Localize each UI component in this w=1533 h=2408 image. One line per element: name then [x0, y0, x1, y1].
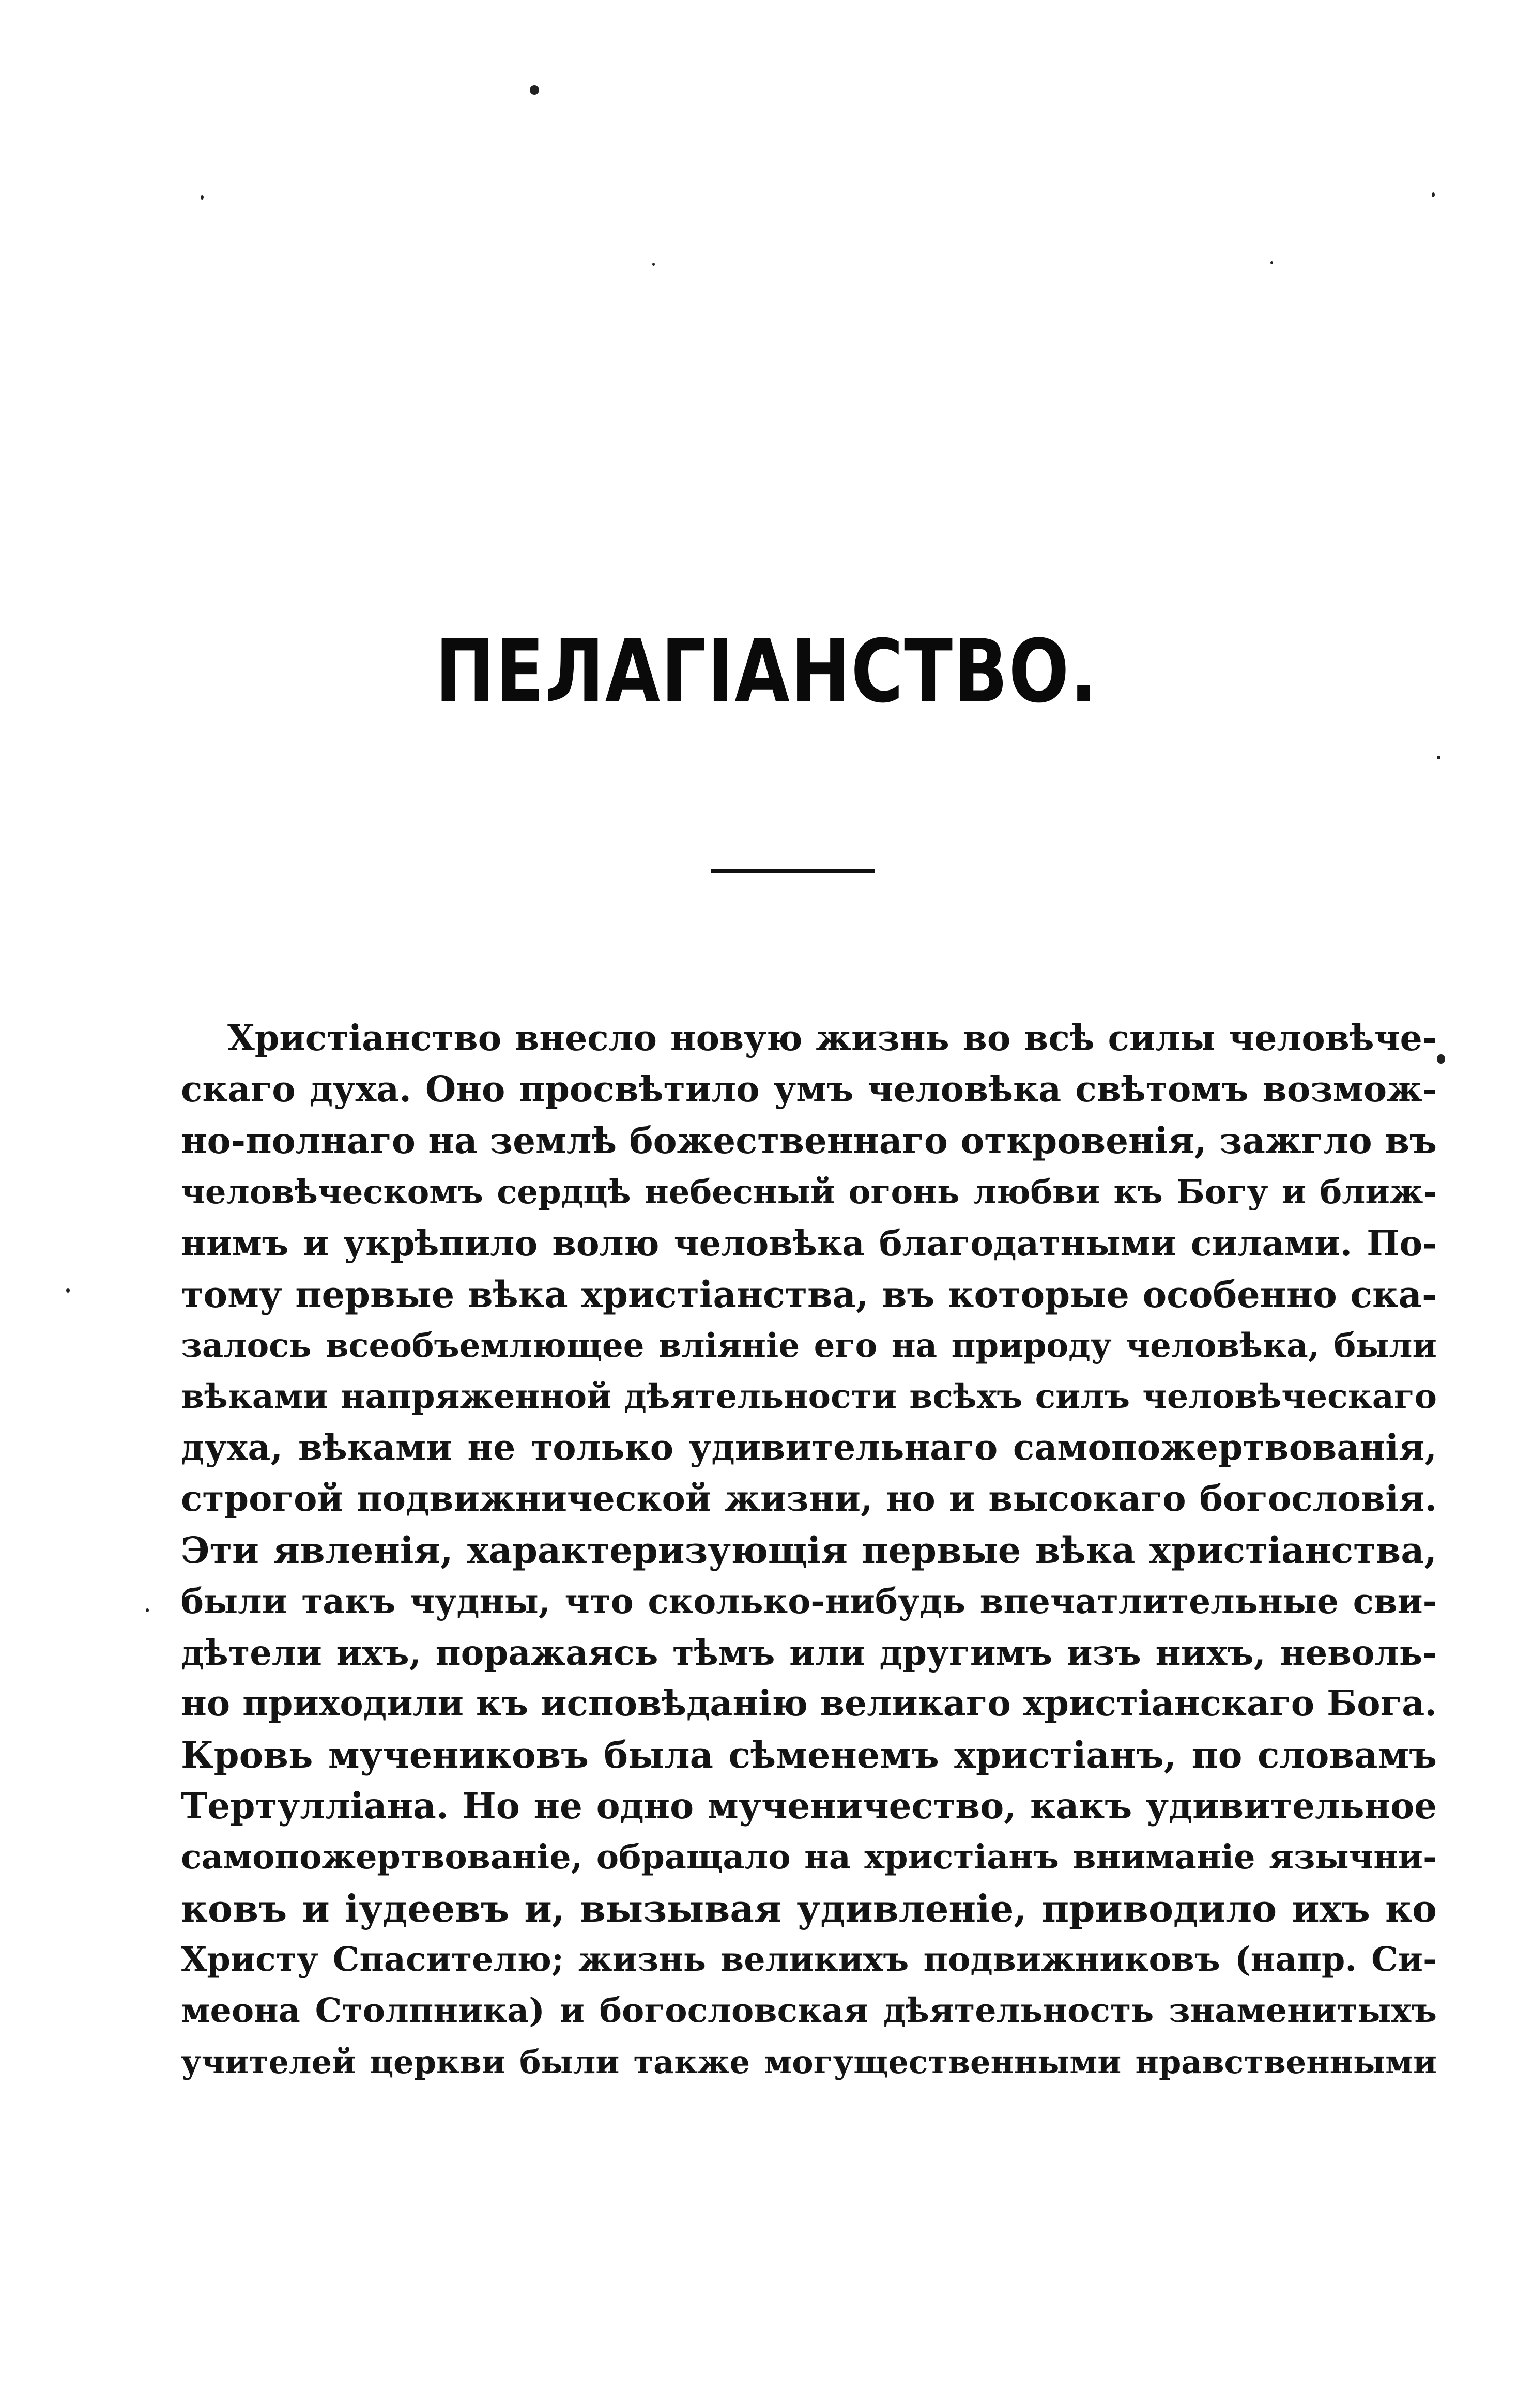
chapter-title: ПЕЛАГІАНСТВО. — [435, 621, 1098, 722]
text-line: Кровь мучениковъ была сѣменемъ христіанъ, по словамъ — [181, 1734, 1437, 1776]
text-line: Эти явленія, характеризующія первые вѣка христіанства, — [181, 1529, 1437, 1572]
ink-speck — [1432, 192, 1435, 197]
ink-speck — [201, 195, 204, 200]
text-line: меона Столпника) и богословская дѣятельность знаменитыхъ — [181, 1991, 1437, 2030]
text-line: учителей церкви были также могущественными нравственными — [181, 2043, 1437, 2081]
text-line: ковъ и іудеевъ и, вызывая удивленіе, приводило ихъ ко — [181, 1886, 1437, 1930]
text-line: человѣческомъ сердцѣ небесный огонь любви къ Богу и ближ- — [181, 1173, 1437, 1211]
ink-speck — [1270, 261, 1273, 264]
text-line: залось всеобъемлющее вліяніе его на природу человѣка, были — [181, 1326, 1437, 1365]
ink-speck — [1437, 756, 1440, 759]
ink-speck — [1437, 1054, 1445, 1064]
text-line: Христіанство внесло новую жизнь во всѣ силы человѣче- — [227, 1018, 1437, 1059]
ink-speck — [652, 263, 655, 266]
ink-speck — [146, 1608, 149, 1612]
text-line: но приходили къ исповѣданію великаго христіанскаго Бога. — [181, 1683, 1437, 1724]
text-line: строгой подвижнической жизни, но и высокаго богословія. — [181, 1478, 1437, 1520]
text-line: духа, вѣками не только удивительнаго самопожертвованія, — [181, 1427, 1437, 1468]
text-line: самопожертвованіе, обращало на христіанъ вниманіе язычни- — [181, 1837, 1437, 1877]
text-line: тому первые вѣка христіанства, въ которые особенно ска- — [181, 1273, 1437, 1316]
title-divider — [711, 869, 875, 873]
ink-speck — [66, 1288, 70, 1293]
text-line: нимъ и укрѣпило волю человѣка благодатными силами. По- — [181, 1223, 1437, 1264]
text-line: дѣтели ихъ, поражаясь тѣмъ или другимъ изъ нихъ, неволь- — [181, 1632, 1437, 1673]
text-line: вѣками напряженной дѣятельности всѣхъ силъ человѣческаго — [181, 1377, 1437, 1416]
text-line: были такъ чудны, что сколько-нибудь впечатлительные сви- — [181, 1581, 1437, 1621]
text-line: но-полнаго на землѣ божественнаго откровенія, зажгло въ — [181, 1120, 1437, 1162]
body-paragraph — [181, 1013, 1437, 2088]
text-line: Христу Спасителю; жизнь великихъ подвижниковъ (напр. Си- — [181, 1940, 1437, 1979]
text-line: Тертулліана. Но не одно мученичество, какъ удивительное — [181, 1785, 1437, 1827]
ink-speck — [530, 85, 539, 95]
text-line: скаго духа. Оно просвѣтило умъ человѣка свѣтомъ возмож- — [181, 1069, 1437, 1110]
